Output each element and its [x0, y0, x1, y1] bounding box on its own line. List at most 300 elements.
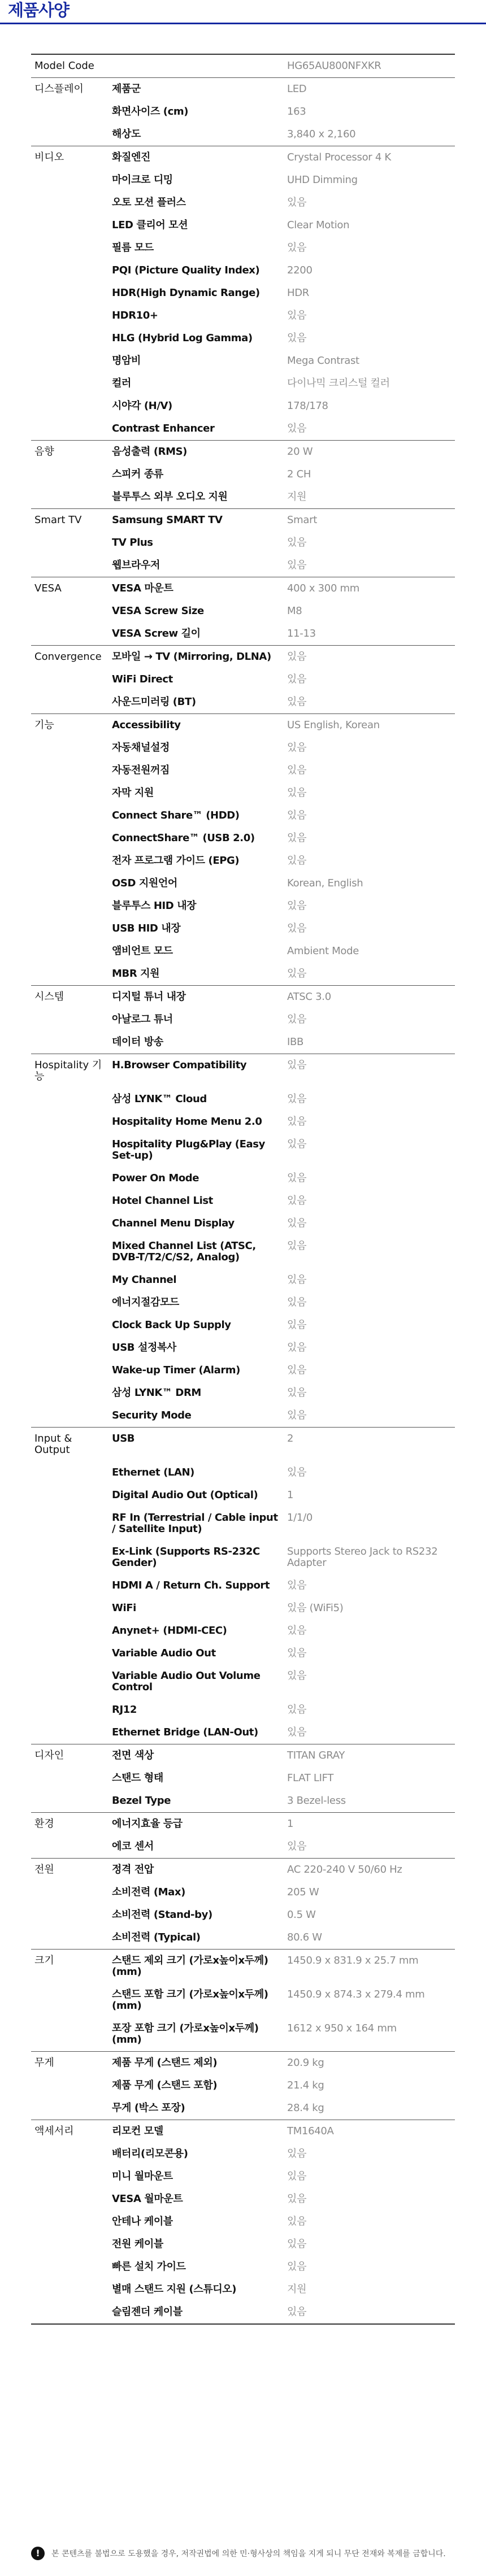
- spec-category-cell: [31, 1337, 109, 1359]
- spec-value: 1: [284, 1813, 455, 1836]
- spec-value: 있음: [287, 787, 307, 799]
- spec-row: [31, 1461, 455, 1484]
- spec-value: 다이나믹 크리스털 컬러: [287, 377, 390, 389]
- spec-category-cell: [31, 214, 109, 237]
- spec-category-cell: [31, 350, 109, 372]
- spec-value: 3 Bezel-less: [287, 1795, 346, 1807]
- spec-label: 제품 무게 (스탠드 포함): [112, 2079, 218, 2091]
- spec-label: 자동전원꺼짐: [112, 764, 170, 776]
- spec-value: 있음: [287, 423, 307, 434]
- spec-label: Anynet+ (HDMI-CEC): [112, 1625, 227, 1637]
- spec-label: 필름 모드: [112, 242, 154, 254]
- spec-category: Convergence: [31, 646, 109, 669]
- spec-label: Contrast Enhancer: [112, 423, 215, 434]
- spec-row: [31, 872, 455, 895]
- spec-value: 있음: [287, 1342, 307, 1354]
- spec-row: [31, 646, 455, 669]
- spec-label: 제품 무게 (스탠드 제외): [109, 2052, 284, 2075]
- spec-category-cell: [31, 554, 109, 577]
- spec-row: [31, 623, 455, 646]
- spec-label: RF In (Terrestrial / Cable input / Satellite Input): [112, 1512, 278, 1535]
- spec-label: 소비전력 (Max): [112, 1886, 185, 1898]
- spec-label: 정격 전압: [109, 1859, 284, 1882]
- spec-value: 있음: [284, 2301, 455, 2324]
- spec-category: 전원: [31, 1859, 109, 1882]
- spec-label: 블루투스 외부 오디오 지원: [112, 491, 228, 503]
- spec-value: 1/1/0: [287, 1512, 313, 1524]
- spec-category-cell: [31, 1167, 109, 1190]
- spec-row: [31, 1926, 455, 1950]
- spec-category-cell: [31, 737, 109, 759]
- spec-row: [31, 350, 455, 372]
- spec-label: 스탠드 포함 크기 (가로x높이x두께) (mm): [112, 1988, 268, 2012]
- spec-category-cell: [31, 1404, 109, 1428]
- spec-label: [109, 54, 284, 78]
- spec-category-cell: [31, 804, 109, 827]
- spec-category-cell: [31, 1190, 109, 1212]
- spec-label: Hospitality Home Menu 2.0: [112, 1116, 262, 1128]
- spec-category-cell: [31, 1597, 109, 1620]
- spec-category-cell: [31, 2278, 109, 2301]
- spec-label: Accessibility: [109, 714, 284, 737]
- spec-category-cell: [31, 1665, 109, 1699]
- spec-category-cell: [31, 1835, 109, 1859]
- spec-row: [31, 1983, 455, 2017]
- spec-label: 모바일 → TV (Mirroring, DLNA): [109, 646, 284, 669]
- spec-category-cell: [31, 259, 109, 282]
- spec-category-cell: [31, 417, 109, 441]
- spec-category-cell: [31, 1291, 109, 1314]
- spec-category-cell: [31, 963, 109, 986]
- spec-value: Korean, English: [287, 877, 363, 889]
- spec-label: 전원 케이블: [112, 2238, 163, 2250]
- spec-row: [31, 2074, 455, 2097]
- spec-value: 있음: [287, 1240, 307, 1252]
- spec-table-body: [31, 54, 455, 2324]
- spec-category-cell: [31, 940, 109, 963]
- spec-row: [31, 463, 455, 486]
- spec-category-cell: [31, 1983, 109, 2017]
- spec-row: [31, 917, 455, 940]
- spec-label: 슬림젠더 케이블: [109, 2301, 284, 2324]
- spec-label: My Channel: [112, 1274, 177, 1286]
- spec-row: [31, 192, 455, 214]
- spec-value: 28.4 kg: [287, 2102, 324, 2114]
- spec-label: H.Browser Compatibility: [109, 1054, 284, 1089]
- spec-label: 소비전력 (Typical): [112, 1931, 201, 1943]
- spec-row: [31, 1235, 455, 1269]
- spec-label: 아날로그 튜너: [112, 1013, 173, 1025]
- spec-label: PQI (Picture Quality Index): [112, 264, 260, 276]
- spec-row: [31, 986, 455, 1009]
- spec-row: [31, 78, 455, 101]
- spec-row: [31, 827, 455, 850]
- spec-label: 마이크로 디밍: [112, 174, 173, 186]
- spec-label: RJ12: [112, 1704, 137, 1716]
- spec-category-cell: [31, 372, 109, 395]
- spec-category-cell: [31, 1212, 109, 1235]
- spec-value: 있음: [287, 764, 307, 776]
- spec-row: [31, 237, 455, 259]
- spec-label: VESA Screw Size: [112, 605, 204, 617]
- spec-label: Connect Share™ (HDD): [112, 810, 240, 821]
- spec-label: VESA 마운트: [109, 577, 284, 601]
- spec-label: 삼성 LYNK™ Cloud: [112, 1093, 207, 1105]
- spec-category: 환경: [31, 1813, 109, 1836]
- spec-row: [31, 1507, 455, 1541]
- spec-category-cell: [31, 1382, 109, 1404]
- spec-row: [31, 1269, 455, 1291]
- spec-row: [31, 2017, 455, 2052]
- spec-label: HLG (Hybrid Log Gamma): [112, 332, 253, 344]
- spec-value: Ambient Mode: [287, 945, 359, 957]
- spec-category: Hospitality 기능: [31, 1054, 109, 1089]
- spec-value: Clear Motion: [287, 219, 350, 231]
- spec-row: [31, 759, 455, 782]
- spec-row: [31, 940, 455, 963]
- spec-value: 1: [287, 1489, 294, 1501]
- spec-category-cell: [31, 532, 109, 554]
- spec-label: 에너지효율 등급: [109, 1813, 284, 1836]
- spec-label: ConnectShare™ (USB 2.0): [112, 832, 255, 844]
- spec-label: Digital Audio Out (Optical): [112, 1489, 258, 1501]
- spec-value: M8: [287, 605, 302, 617]
- spec-row: [31, 146, 455, 169]
- spec-row: [31, 327, 455, 350]
- spec-row: [31, 1031, 455, 1054]
- spec-label: 음성출력 (RMS): [109, 441, 284, 464]
- spec-row: [31, 441, 455, 464]
- spec-value: 있음: [287, 968, 307, 980]
- spec-value: 있음: [287, 1467, 307, 1478]
- spec-category: VESA: [31, 577, 109, 601]
- spec-row: [31, 1404, 455, 1428]
- spec-label: 오토 모션 플러스: [112, 197, 186, 208]
- spec-label: Variable Audio Out: [112, 1647, 216, 1659]
- spec-category-cell: [31, 2188, 109, 2211]
- spec-value: UHD Dimming: [287, 174, 358, 186]
- spec-value: US English, Korean: [284, 714, 455, 737]
- spec-row: [31, 668, 455, 691]
- spec-category-cell: [31, 759, 109, 782]
- spec-value: 2: [284, 1428, 455, 1462]
- spec-row: [31, 1881, 455, 1904]
- spec-category-cell: [31, 1790, 109, 1813]
- spec-category: 무게: [31, 2052, 109, 2075]
- spec-value: 있음: [287, 1274, 307, 1286]
- spec-category: 크기: [31, 1950, 109, 1984]
- spec-value: 2 CH: [287, 468, 311, 480]
- spec-label: 스피커 종류: [112, 468, 163, 480]
- spec-row: [31, 1133, 455, 1167]
- spec-row: [31, 554, 455, 577]
- spec-value: 있음: [287, 2238, 307, 2250]
- spec-value: 있음: [287, 1625, 307, 1637]
- spec-value: IBB: [287, 1036, 304, 1048]
- spec-value: 있음: [287, 1138, 307, 1150]
- spec-row: [31, 2278, 455, 2301]
- spec-label: 스탠드 형태: [112, 1772, 163, 1784]
- spec-value: 있음: [287, 1195, 307, 1207]
- spec-row: [31, 1767, 455, 1790]
- spec-label: WiFi: [112, 1602, 136, 1614]
- spec-value: AC 220-240 V 50/60 Hz: [284, 1859, 455, 1882]
- spec-category-cell: [31, 101, 109, 123]
- spec-row: [31, 214, 455, 237]
- spec-label: Variable Audio Out Volume Control: [112, 1670, 261, 1693]
- spec-row: [31, 1721, 455, 1744]
- spec-label: 스탠드 제외 크기 (가로x높이x두께) (mm): [109, 1950, 284, 1984]
- spec-value: 0.5 W: [287, 1909, 316, 1921]
- spec-label: 명암비: [112, 355, 141, 367]
- spec-value: 1450.9 x 874.3 x 279.4 mm: [287, 1988, 425, 2000]
- spec-category-cell: [31, 2165, 109, 2188]
- spec-value: TITAN GRAY: [284, 1744, 455, 1768]
- spec-row: [31, 1790, 455, 1813]
- spec-label: Clock Back Up Supply: [112, 1319, 231, 1331]
- spec-row: [31, 850, 455, 872]
- spec-value: FLAT LIFT: [287, 1772, 334, 1784]
- spec-value: Mega Contrast: [287, 355, 359, 367]
- spec-value: 2200: [287, 264, 313, 276]
- spec-value: 있음: [287, 1116, 307, 1128]
- spec-value: 있음: [287, 332, 307, 344]
- spec-label: LED 클리어 모션: [112, 219, 188, 231]
- spec-value: 있음: [287, 810, 307, 821]
- spec-row: [31, 782, 455, 804]
- spec-label: 미니 월마운트: [112, 2170, 173, 2182]
- spec-value: 있음: [287, 310, 307, 321]
- spec-row: [31, 304, 455, 327]
- spec-row: [31, 2301, 455, 2324]
- spec-category: Input & Output: [31, 1428, 109, 1462]
- spec-category-cell: [31, 486, 109, 509]
- spec-category-cell: [31, 2017, 109, 2052]
- spec-row: [31, 691, 455, 714]
- spec-value: 있음: [287, 1296, 307, 1308]
- spec-row: [31, 2120, 455, 2143]
- spec-category-cell: [31, 691, 109, 714]
- spec-category-cell: [31, 192, 109, 214]
- spec-row: [31, 1665, 455, 1699]
- spec-row: [31, 123, 455, 146]
- spec-category-cell: [31, 1620, 109, 1642]
- spec-category-cell: [31, 395, 109, 417]
- spec-row: [31, 169, 455, 192]
- spec-label: 삼성 LYNK™ DRM: [112, 1387, 201, 1399]
- spec-row: [31, 395, 455, 417]
- spec-row: [31, 2233, 455, 2256]
- spec-label: 소비전력 (Stand-by): [112, 1909, 212, 1921]
- spec-value: 있음: [287, 1172, 307, 1184]
- spec-value: HDR: [287, 287, 310, 299]
- spec-category-cell: [31, 872, 109, 895]
- spec-category: 디자인: [31, 1744, 109, 1768]
- spec-label: Mixed Channel List (ATSC, DVB-T/T2/C/S2, Analog): [112, 1240, 256, 1263]
- spec-value: 있음: [284, 646, 455, 669]
- spec-value: 178/178: [287, 400, 328, 412]
- spec-row: [31, 1382, 455, 1404]
- spec-row: [31, 1950, 455, 1984]
- spec-label: USB HID 내장: [112, 923, 181, 934]
- spec-category-cell: [31, 2143, 109, 2165]
- spec-label: 전자 프로그램 가이드 (EPG): [112, 855, 240, 867]
- spec-label: Channel Menu Display: [112, 1217, 235, 1229]
- spec-value: 지원: [287, 2283, 307, 2295]
- spec-row: [31, 532, 455, 554]
- spec-value: 있음: [287, 923, 307, 934]
- spec-category-cell: [31, 282, 109, 304]
- spec-row: [31, 1620, 455, 1642]
- spec-row: [31, 1541, 455, 1574]
- spec-label: HDR(High Dynamic Range): [112, 287, 260, 299]
- spec-value: 20 W: [284, 441, 455, 464]
- spec-row: [31, 2211, 455, 2233]
- spec-category: Model Code: [31, 54, 109, 78]
- spec-category: 기능: [31, 714, 109, 737]
- spec-row: [31, 1054, 455, 1089]
- spec-value: 있음: [287, 742, 307, 754]
- spec-category-cell: [31, 850, 109, 872]
- spec-category-cell: [31, 1541, 109, 1574]
- spec-category: 디스플레이: [31, 78, 109, 101]
- spec-row: [31, 600, 455, 623]
- spec-label: 블루투스 HID 내장: [112, 900, 197, 912]
- spec-row: [31, 1359, 455, 1382]
- spec-category-cell: [31, 1574, 109, 1597]
- spec-row: [31, 417, 455, 441]
- spec-category-cell: [31, 600, 109, 623]
- spec-row: [31, 1699, 455, 1721]
- spec-row: [31, 963, 455, 986]
- spec-category-cell: [31, 2233, 109, 2256]
- spec-label: 에코 센서: [112, 1840, 154, 1852]
- spec-value: 11-13: [287, 628, 316, 639]
- spec-category-cell: [31, 327, 109, 350]
- spec-row: [31, 2165, 455, 2188]
- spec-label: Ethernet (LAN): [112, 1467, 195, 1478]
- spec-category-cell: [31, 1721, 109, 1744]
- spec-row: [31, 1008, 455, 1031]
- spec-value: 20.9 kg: [284, 2052, 455, 2075]
- spec-label: 자동채널설정: [112, 742, 170, 754]
- spec-category-cell: [31, 1111, 109, 1133]
- spec-label: USB: [109, 1428, 284, 1462]
- spec-value: 있음: [287, 2193, 307, 2205]
- spec-label: Wake-up Timer (Alarm): [112, 1364, 240, 1376]
- spec-category: 음향: [31, 441, 109, 464]
- spec-row: [31, 1484, 455, 1507]
- spec-value: 있음: [287, 1840, 307, 1852]
- spec-label: 안테나 케이블: [112, 2216, 173, 2227]
- spec-label: 해상도: [112, 128, 141, 140]
- spec-label: 앰비언트 모드: [112, 945, 173, 957]
- spec-value: ATSC 3.0: [284, 986, 455, 1009]
- spec-row: [31, 895, 455, 917]
- spec-row: [31, 2143, 455, 2165]
- spec-row: [31, 1088, 455, 1111]
- spec-category-cell: [31, 2301, 109, 2324]
- spec-category-cell: [31, 237, 109, 259]
- spec-row: [31, 1212, 455, 1235]
- spec-label: 배터리(리모콘용): [112, 2148, 188, 2160]
- spec-value: 지원: [287, 491, 307, 503]
- spec-value: 있음: [287, 2170, 307, 2182]
- spec-label: 리모컨 모델: [109, 2120, 284, 2143]
- spec-value: 있음: [287, 1013, 307, 1025]
- spec-label: Hotel Channel List: [112, 1195, 213, 1207]
- copyright-notice: [31, 2545, 478, 2561]
- spec-label: Bezel Type: [112, 1795, 171, 1807]
- spec-label: 에너지절감모드: [112, 1296, 179, 1308]
- spec-label: HDR10+: [112, 310, 158, 321]
- spec-label: 전면 색상: [109, 1744, 284, 1768]
- spec-label: Ethernet Bridge (LAN-Out): [112, 1726, 258, 1738]
- spec-row: [31, 1597, 455, 1620]
- spec-label: Power On Mode: [112, 1172, 199, 1184]
- spec-category-cell: [31, 1881, 109, 1904]
- spec-label: MBR 지원: [112, 968, 160, 980]
- spec-value: 있음: [287, 242, 307, 254]
- spec-label: OSD 지원언어: [112, 877, 177, 889]
- spec-value: 있음: [287, 2148, 307, 2160]
- spec-value: 있음: [287, 537, 307, 549]
- spec-row: [31, 2097, 455, 2120]
- spec-value: 있음: [287, 197, 307, 208]
- spec-value: 1612 x 950 x 164 mm: [287, 2022, 397, 2034]
- spec-label: VESA Screw 길이: [112, 628, 201, 639]
- spec-category: Smart TV: [31, 509, 109, 532]
- spec-row: [31, 372, 455, 395]
- spec-category-cell: [31, 668, 109, 691]
- spec-row: [31, 804, 455, 827]
- spec-label: 웹브라우저: [112, 559, 160, 571]
- spec-value: LED: [284, 78, 455, 101]
- spec-label: 디지털 튜너 내장: [109, 986, 284, 1009]
- spec-row: [31, 2188, 455, 2211]
- spec-label: Samsung SMART TV: [109, 509, 284, 532]
- spec-label: 화질엔진: [109, 146, 284, 169]
- spec-category-cell: [31, 1133, 109, 1167]
- spec-value: 3,840 x 2,160: [287, 128, 356, 140]
- spec-category-cell: [31, 2256, 109, 2278]
- spec-row: [31, 1314, 455, 1337]
- spec-value: TM1640A: [284, 2120, 455, 2143]
- spec-row: [31, 1574, 455, 1597]
- spec-row: [31, 714, 455, 737]
- spec-label: 컬러: [112, 377, 131, 389]
- spec-category-cell: [31, 1904, 109, 1926]
- spec-category-cell: [31, 1461, 109, 1484]
- spec-value: 80.6 W: [287, 1931, 322, 1943]
- spec-category-cell: [31, 1235, 109, 1269]
- spec-row: [31, 2256, 455, 2278]
- spec-category-cell: [31, 1484, 109, 1507]
- spec-value: 있음: [287, 832, 307, 844]
- spec-value: 있음: [287, 1364, 307, 1376]
- spec-value: 205 W: [287, 1886, 319, 1898]
- spec-value: 있음: [287, 855, 307, 867]
- spec-label: VESA 월마운트: [112, 2193, 183, 2205]
- spec-row: [31, 1428, 455, 1462]
- spec-value: 있음: [287, 2261, 307, 2273]
- spec-category-cell: [31, 827, 109, 850]
- spec-label: 빠른 설치 가이드: [112, 2261, 186, 2273]
- spec-category-cell: [31, 917, 109, 940]
- spec-value: 163: [287, 106, 306, 118]
- spec-value: 1450.9 x 831.9 x 25.7 mm: [284, 1950, 455, 1984]
- spec-value: 있음: [287, 559, 307, 571]
